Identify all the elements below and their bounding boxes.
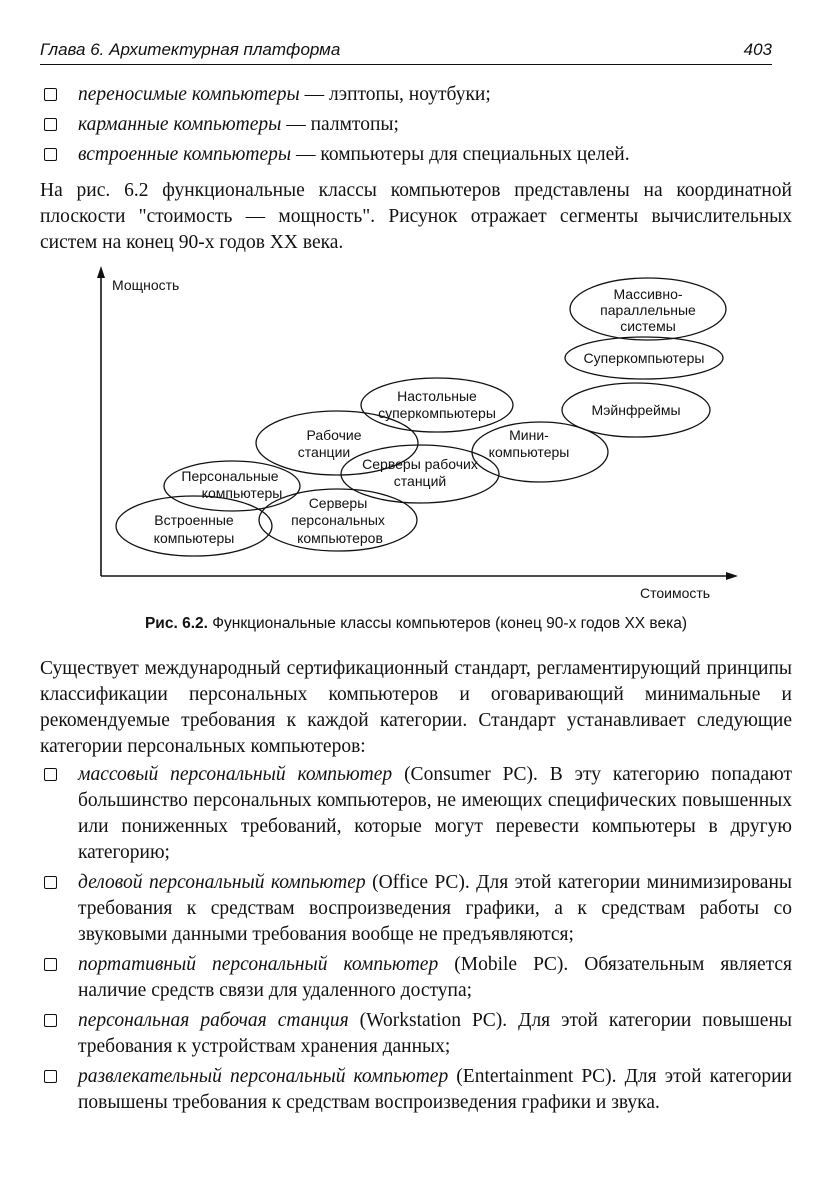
list-item <box>40 870 792 948</box>
class-label: Массивно- <box>613 286 683 302</box>
list-item-text: (Entertainment PC). Для этой категории повышены требования к средствам воспроизведения графики и звука. <box>78 1066 792 1113</box>
x-axis-label: Стоимость <box>640 585 711 601</box>
class-label: Рабочие <box>306 427 362 443</box>
class-label: станций <box>393 473 447 489</box>
list-item-text: (Mobile PC). Обязательным является наличие средств связи для удаленного доступа; <box>78 954 792 1001</box>
list-item <box>40 142 792 168</box>
classes-diagram <box>0 262 839 607</box>
checkbox-bullet-icon <box>44 148 57 161</box>
x-axis-arrow-icon <box>726 572 738 580</box>
class-label: Мэйнфреймы <box>591 402 681 418</box>
list-item-text: — палмтопы; <box>281 114 399 135</box>
class-label: Встроенные <box>154 512 234 528</box>
device-type-list <box>40 82 792 168</box>
list-item-text: (Consumer PC). В эту категорию попадают большинство персональных компьютеров, не имеющих специфических повышенных или пониженных требований, которые могут перевести компьютеры в другую категорию; <box>78 764 792 863</box>
list-item-term: массовый персональный компьютер <box>78 764 393 785</box>
list-item-term: переносимые компьютеры <box>78 84 300 105</box>
checkbox-bullet-icon <box>44 768 57 781</box>
checkbox-bullet-icon <box>44 958 57 971</box>
list-item-text: — компьютеры для специальных целей. <box>291 144 630 165</box>
intro-paragraph: На рис. 6.2 функциональные классы компьютеров представлены на координатной плоскости "стоимость — мощность". Рисунок отражает сегменты вычислительных систем на конец 90-х годов XX века. <box>40 180 792 253</box>
class-label: системы <box>620 318 676 334</box>
class-label: Мини- <box>509 427 549 443</box>
list-item-term: персональная рабочая станция <box>78 1010 349 1031</box>
page-number: 403 <box>743 40 772 59</box>
y-axis-arrow-icon <box>97 266 105 278</box>
checkbox-bullet-icon <box>44 118 57 131</box>
page-header <box>40 38 772 65</box>
checkbox-bullet-icon <box>44 88 57 101</box>
class-label: суперкомпьютеры <box>378 405 496 421</box>
list-item-term: карманные компьютеры <box>78 114 282 135</box>
chapter-title: Глава 6. Архитектурная платформа <box>40 40 341 59</box>
class-label: параллельные <box>600 302 696 318</box>
class-label: компьютеры <box>488 444 570 460</box>
class-label: Серверы рабочих <box>362 456 478 472</box>
class-label: компьютеры <box>201 485 283 501</box>
category-list <box>40 762 792 1116</box>
list-item <box>40 112 792 138</box>
checkbox-bullet-icon <box>44 1070 57 1083</box>
checkbox-bullet-icon <box>44 876 57 889</box>
list-item-term: деловой персональный компьютер <box>78 872 366 893</box>
list-item <box>40 1064 792 1116</box>
caption-label: Рис. 6.2. <box>144 615 208 632</box>
checkbox-bullet-icon <box>44 1014 57 1027</box>
class-label: Суперкомпьютеры <box>583 350 705 366</box>
class-label: компьютеры <box>153 530 235 546</box>
standard-paragraph: Существует международный сертификационный стандарт, регламентирующий принципы классификации персональных компьютеров и оговаривающий минимальные и рекомендуемые требования к каждой категории. Стандарт устанавливает следующие категории персональных компьютеров: <box>40 658 792 757</box>
class-label: Серверы <box>308 495 368 511</box>
list-item <box>40 762 792 866</box>
list-item <box>40 952 792 1004</box>
class-label: компьютеров <box>297 530 383 546</box>
class-label: Настольные <box>397 388 477 404</box>
caption-text: Функциональные классы компьютеров (конец 90-х годов XX века) <box>207 615 688 632</box>
y-axis-label: Мощность <box>112 277 180 293</box>
class-label: Персональные <box>181 468 279 484</box>
list-item-term: портативный персональный компьютер <box>78 954 439 975</box>
list-item-text: — лэптопы, ноутбуки; <box>299 84 491 105</box>
list-item-term: развлекательный персональный компьютер <box>78 1066 449 1087</box>
list-item-text: (Workstation PC). Для этой категории повышены требования к устройствам хранения данных; <box>78 1010 792 1057</box>
list-item <box>40 82 792 108</box>
class-label: станции <box>297 444 351 460</box>
list-item-term: встроенные компьютеры <box>78 144 292 165</box>
class-label: персональных <box>291 512 385 528</box>
list-item <box>40 1008 792 1060</box>
list-item-text: (Office PC). Для этой категории минимизированы требования к средствам воспроизведения графики, а к средствам работы со звуковыми данными требования вообще не предъявляются; <box>78 872 792 945</box>
figure-caption <box>40 615 792 633</box>
